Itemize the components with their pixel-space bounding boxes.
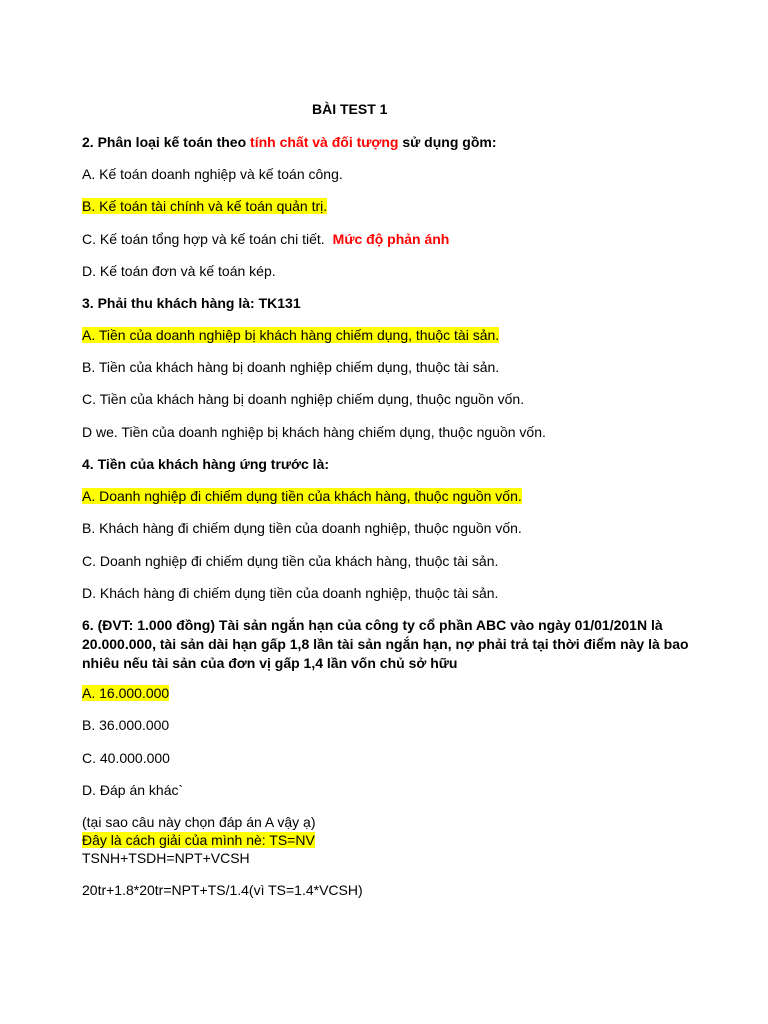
- question-6-option-a: [82, 684, 169, 702]
- question-2-option-c-text: C. Kế toán tổng hợp và kế toán chi tiết.: [82, 231, 325, 247]
- question-6-heading: 6. (ĐVT: 1.000 đồng) Tài sản ngắn hạn của công ty cổ phần ABC vào ngày 01/01/201N là 20.000.000, tài sản dài hạn gấp 1,8 lần tài sản ngắn hạn, nợ phải trả tại thời điểm này là bao nhiêu nếu tài sản của đơn vị gấp 1,4 lần vốn chủ sở hữu: [82, 617, 689, 671]
- question-2-heading: [82, 133, 496, 151]
- question-6-option-b: B. 36.000.000: [82, 717, 170, 733]
- question-4-option-a-text: A. Doanh nghiệp đi chiếm dụng tiền của khách hàng, thuộc nguồn vốn.: [82, 488, 522, 504]
- question-3-heading: 3. Phải thu khách hàng là: TK131: [82, 295, 301, 311]
- question-3-option-c: C. Tiền của khách hàng bị doanh nghiệp chiếm dụng, thuộc nguồn vốn.: [82, 391, 525, 407]
- question-2-emphasis: tính chất và đối tượng: [250, 134, 399, 150]
- question-2-option-b: [82, 197, 327, 215]
- question-2-option-c: [82, 230, 449, 248]
- question-2-option-c-note: Mức độ phản ánh: [332, 231, 450, 247]
- question-4-option-c: C. Doanh nghiệp đi chiếm dụng tiền của khách hàng, thuộc tài sản.: [82, 553, 499, 569]
- question-2-option-b-text: B. Kế toán tài chính và kế toán quản trị.: [82, 198, 328, 214]
- question-3-option-a-text: A. Tiền của doanh nghiệp bị khách hàng chiếm dụng, thuộc tài sản.: [82, 327, 500, 343]
- question-6-option-a-text: A. 16.000.000: [82, 685, 170, 701]
- question-4-option-b: B. Khách hàng đi chiếm dụng tiền của doanh nghiệp, thuộc nguồn vốn.: [82, 520, 522, 536]
- note-equation-2: 20tr+1.8*20tr=NPT+TS/1.4(vì TS=1.4*VCSH): [82, 882, 363, 898]
- document-title: BÀI TEST 1: [312, 101, 388, 117]
- note-question: (tại sao câu này chọn đáp án A vậy ạ): [82, 814, 316, 830]
- question-4-heading: 4. Tiền của khách hàng ứng trước là:: [82, 456, 330, 472]
- question-3-option-b: B. Tiền của khách hàng bị doanh nghiệp chiếm dụng, thuộc tài sản.: [82, 359, 500, 375]
- question-2-suffix: sử dụng gồm:: [398, 134, 497, 150]
- question-2-prefix: 2. Phân loại kế toán theo: [82, 134, 251, 150]
- question-6-option-d: D. Đáp án khác`: [82, 782, 184, 798]
- question-3-option-a: [82, 326, 499, 344]
- question-6-option-c: C. 40.000.000: [82, 750, 170, 766]
- question-2-option-d: D. Kế toán đơn và kế toán kép.: [82, 263, 276, 279]
- question-3-option-d: D we. Tiền của doanh nghiệp bị khách hàng chiếm dụng, thuộc nguồn vốn.: [82, 424, 546, 440]
- question-4-option-d: D. Khách hàng đi chiếm dụng tiền của doanh nghiệp, thuộc tài sản.: [82, 585, 499, 601]
- note-equation-1: TSNH+TSDH=NPT+VCSH: [82, 850, 250, 866]
- note-solution-intro: [82, 831, 315, 849]
- note-solution-intro-text: Đây là cách giải của mình nè: TS=NV: [82, 832, 315, 848]
- question-2-option-a: A. Kế toán doanh nghiệp và kế toán công.: [82, 166, 343, 182]
- question-4-option-a: [82, 487, 522, 505]
